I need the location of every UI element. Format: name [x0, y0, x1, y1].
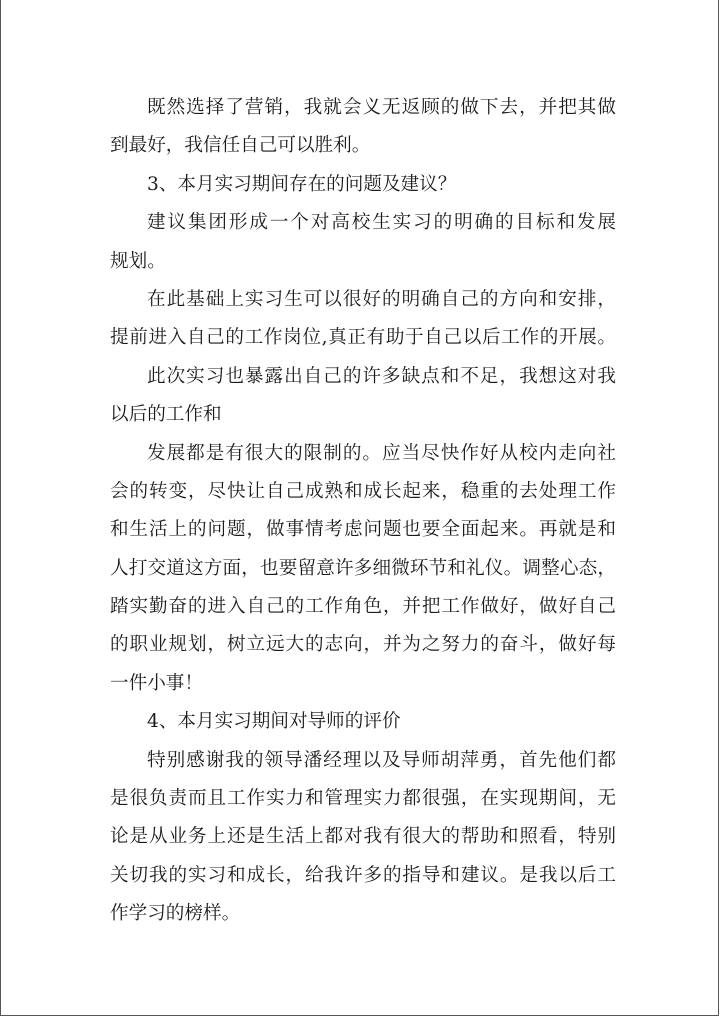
- paragraph-shortcomings-line-1: 此次实习也暴露出自己的许多缺点和不足，我想这对我: [147, 365, 616, 387]
- paragraph-suggestion-line-2: 规划。: [110, 250, 166, 272]
- paragraph-thanks-line-1: 特别感谢我的领导潘经理以及导师胡萍勇，首先他们都: [147, 749, 616, 771]
- paragraph-development-line-5: 踏实勤奋的进入自己的工作角色，并把工作做好，做好自己: [110, 596, 616, 618]
- paragraph-shortcomings-line-2: 以后的工作和: [110, 404, 222, 426]
- paragraph-thanks-line-5: 作学习的榜样。: [110, 903, 241, 925]
- paragraph-marketing-line-2: 到最好，我信任自己可以胜利。: [110, 135, 371, 157]
- paragraph-suggestion-line-1: 建议集团形成一个对高校生实习的明确的目标和发展: [147, 212, 616, 234]
- paragraph-development-line-1: 发展都是有很大的限制的。应当尽快作好从校内走向社: [147, 442, 616, 464]
- paragraph-thanks-line-4: 关切我的实习和成长，给我许多的指导和建议。是我以后工: [110, 864, 616, 886]
- document-body: [110, 89, 616, 934]
- paragraph-development-line-3: 和生活上的问题，做事情考虑问题也要全面起来。再就是和: [110, 519, 616, 541]
- paragraph-basis-line-2: 提前进入自己的工作岗位,真正有助于自己以后工作的开展。: [110, 327, 616, 349]
- paragraph-marketing-line-1: 既然选择了营销，我就会义无返顾的做下去，并把其做: [147, 97, 616, 118]
- paragraph-development-line-2: 会的转变，尽快让自己成熟和成长起来，稳重的去处理工作: [110, 480, 616, 502]
- paragraph-thanks-line-2: 是很负责而且工作实力和管理实力都很强，在实现期间，无: [110, 788, 616, 810]
- paragraph-development-line-4: 人打交道这方面，也要留意许多细微环节和礼仪。调整心态，: [110, 557, 616, 579]
- paragraph-development-line-6: 的职业规划，树立远大的志向，并为之努力的奋斗，做好每: [110, 634, 616, 656]
- paragraph-thanks-line-3: 论是从业务上还是生活上都对我有很大的帮助和照看，特别: [110, 826, 616, 848]
- section-heading-problems: 3、本月实习期间存在的问题及建议？: [147, 173, 457, 195]
- paragraph-basis-line-1: 在此基础上实习生可以很好的明确自己的方向和安排，: [147, 288, 616, 310]
- paragraph-development-line-7: 一件小事！: [110, 672, 203, 694]
- section-heading-mentor: 4、本月实习期间对导师的评价: [147, 711, 401, 733]
